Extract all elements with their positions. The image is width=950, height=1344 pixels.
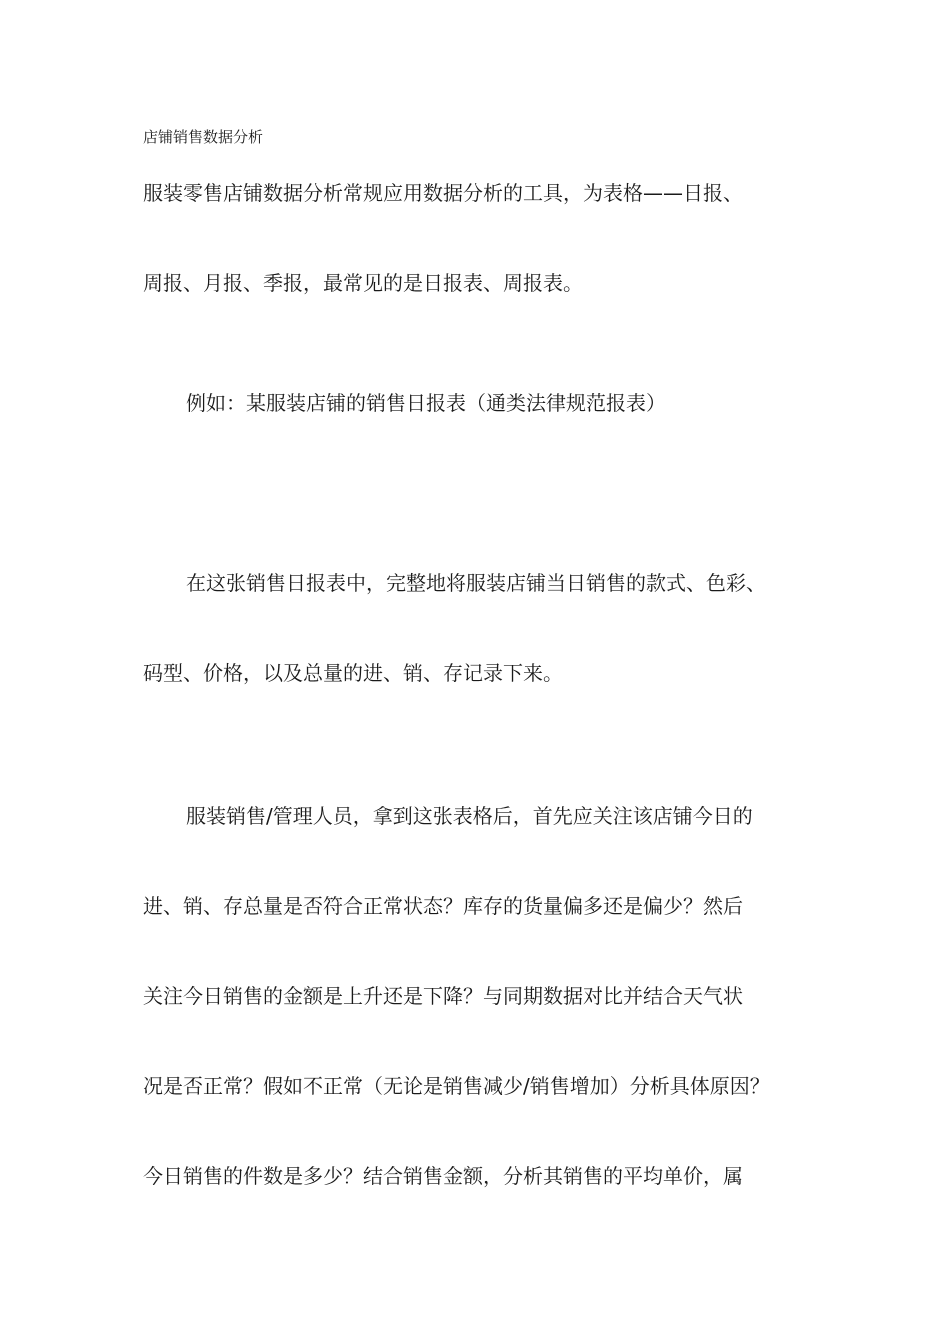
document-title: 店铺销售数据分析 [143,128,264,146]
paragraph-line: 况是否正常？假如不正常（无论是销售减少/销售增加）分析具体原因？ [143,1074,770,1098]
paragraph-line: 在这张销售日报表中，完整地将服装店铺当日销售的款式、色彩、 [186,571,766,595]
paragraph-line: 服装零售店铺数据分析常规应用数据分析的工具，为表格——日报、 [143,181,743,205]
paragraph-line: 周报、月报、季报，最常见的是日报表、周报表。 [143,271,583,295]
paragraph-line: 进、销、存总量是否符合正常状态？库存的货量偏多还是偏少？然后 [143,894,743,918]
paragraph-line: 码型、价格，以及总量的进、销、存记录下来。 [143,661,563,685]
paragraph-line: 例如：某服装店铺的销售日报表（通类法律规范报表） [186,391,666,415]
paragraph-line: 关注今日销售的金额是上升还是下降？与同期数据对比并结合天气状 [143,984,743,1008]
paragraph-line: 今日销售的件数是多少？结合销售金额，分析其销售的平均单价，属 [143,1164,743,1188]
paragraph-line: 服装销售/管理人员，拿到这张表格后，首先应关注该店铺今日的 [186,804,753,828]
